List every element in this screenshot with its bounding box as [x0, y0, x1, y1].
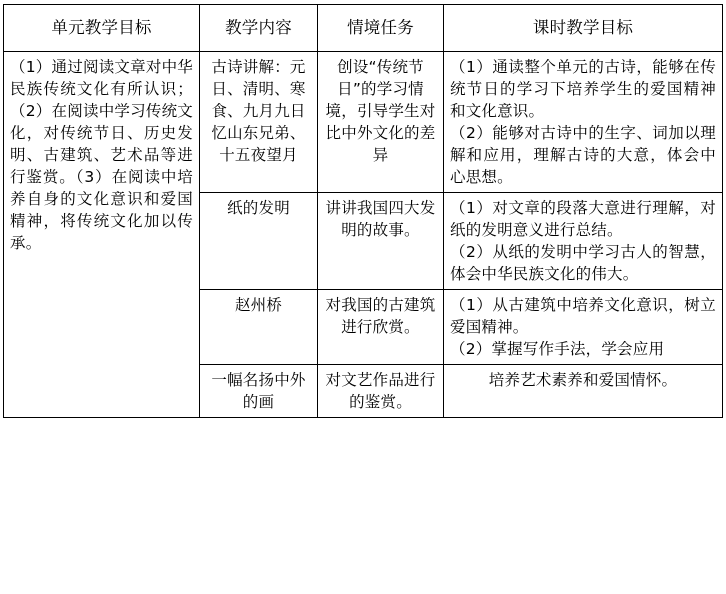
column-header-unit-goal: 单元教学目标: [4, 5, 200, 52]
situational-task-cell: 讲讲我国四大发明的故事。: [318, 193, 444, 290]
lesson-goal-cell: 培养艺术素养和爱国情怀。: [444, 365, 723, 418]
column-header-lesson-goal: 课时教学目标: [444, 5, 723, 52]
situational-task-cell: 对文艺作品进行的鉴赏。: [318, 365, 444, 418]
lesson-goal-cell: [444, 52, 723, 193]
situational-task-cell: 对我国的古建筑进行欣赏。: [318, 290, 444, 365]
teaching-content-cell: 纸的发明: [200, 193, 318, 290]
column-header-teaching-content: 教学内容: [200, 5, 318, 52]
lesson-goal-item: （2）掌握写作手法，学会应用: [450, 340, 665, 358]
lesson-goal-item: （2）从纸的发明中学习古人的智慧，体会中华民族文化的伟大。: [450, 243, 716, 283]
teaching-content-cell: 一幅名扬中外的画: [200, 365, 318, 418]
lesson-goal-item: （1）对文章的段落大意进行理解，对纸的发明意义进行总结。: [450, 199, 716, 239]
teaching-plan-table: [3, 4, 723, 418]
lesson-goal-cell: [444, 193, 723, 290]
teaching-content-cell: 赵州桥: [200, 290, 318, 365]
table-header-row: [4, 5, 723, 52]
lesson-goal-item: （2）能够对古诗中的生字、词加以理解和应用，理解古诗的大意，体会中心思想。: [450, 124, 716, 186]
column-header-situational-task: 情境任务: [318, 5, 444, 52]
lesson-goal-item: （1）通读整个单元的古诗，能够在传统节日的学习下培养学生的爱国精神和文化意识。: [450, 58, 716, 120]
lesson-goal-cell: [444, 290, 723, 365]
table-row: [4, 52, 723, 193]
lesson-goal-item: （1）从古建筑中培养文化意识，树立爱国精神。: [450, 296, 716, 336]
teaching-content-cell: 古诗讲解：元日、清明、寒食、九月九日忆山东兄弟、十五夜望月: [200, 52, 318, 193]
situational-task-cell: 创设“传统节日”的学习情境，引导学生对比中外文化的差异: [318, 52, 444, 193]
unit-goal-cell: （1）通过阅读文章对中华民族传统文化有所认识；（2）在阅读中学习传统文化，对传统节日、历史发明、古建筑、艺术品等进行鉴赏。（3）在阅读中培养自身的文化意识和爱国精神，将传统文化加以传承。: [4, 52, 200, 418]
